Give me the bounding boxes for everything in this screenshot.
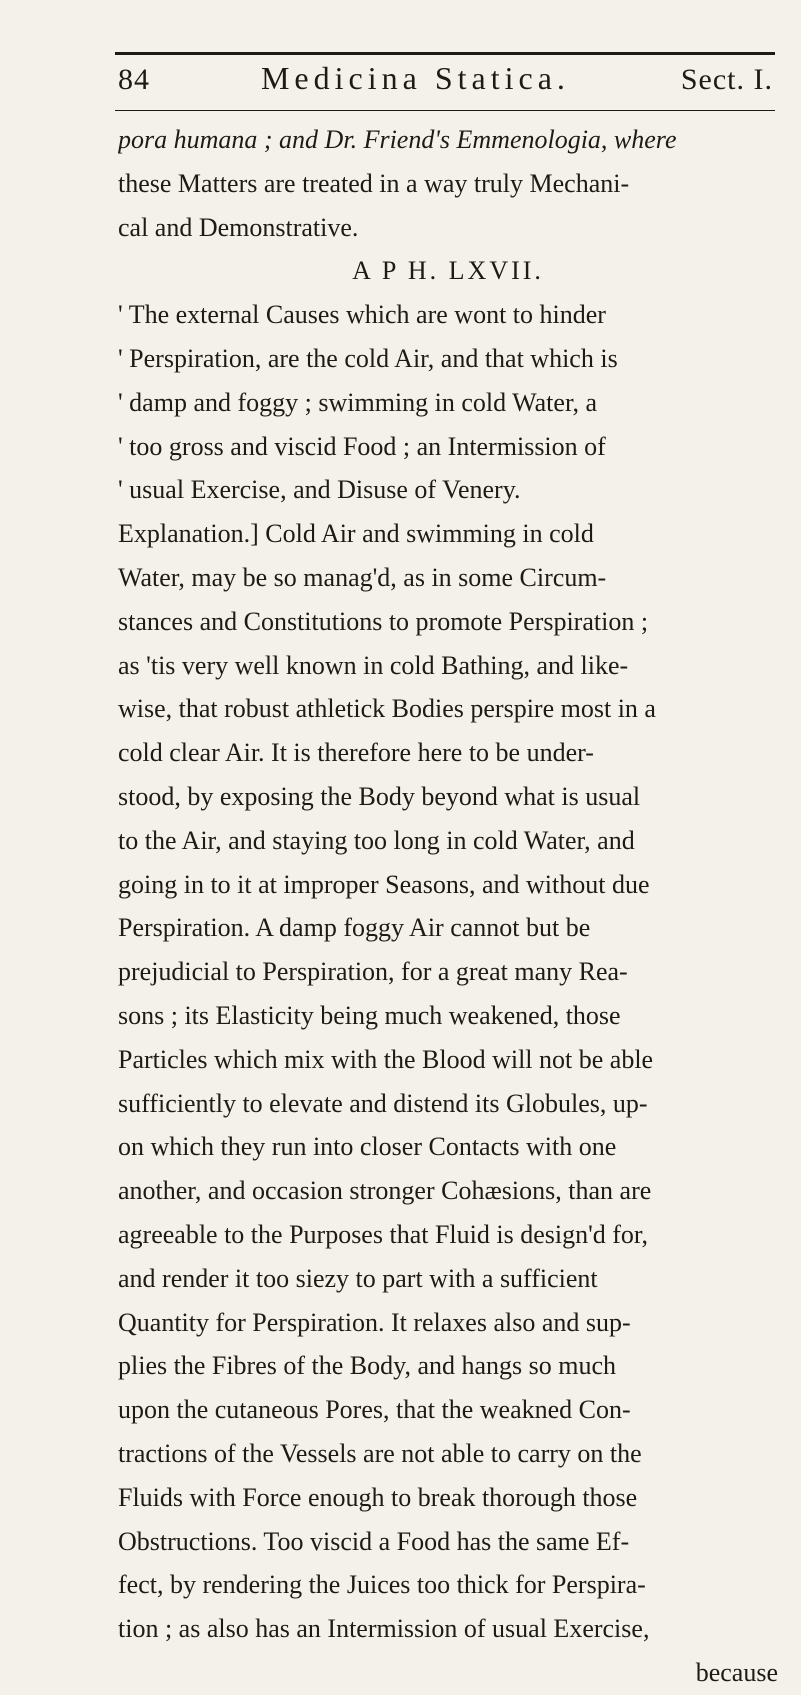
text-line: agreeable to the Purposes that Fluid is design'd for, <box>118 1219 649 1249</box>
text-line: ' Perspiration, are the cold Air, and that which is <box>118 343 618 373</box>
text-line: cold clear Air. It is therefore here to be under- <box>118 738 594 768</box>
text-line: ' The external Causes which are wont to hinder <box>118 300 606 330</box>
text-line: as 'tis very well known in cold Bathing, and like- <box>118 650 629 680</box>
text-line: Water, may be so manag'd, as in some Circum- <box>118 562 607 592</box>
text-line: Perspiration. A damp foggy Air cannot but be <box>118 913 591 943</box>
section-label: Sect. I. <box>680 63 773 96</box>
text-line: another, and occasion stronger Cohæsions, than are <box>118 1176 652 1206</box>
running-header <box>118 60 773 112</box>
page-number: 84 <box>118 63 150 96</box>
text-line: fect, by rendering the Juices too thick for Perspira- <box>118 1570 646 1600</box>
text-line: ' too gross and viscid Food ; an Intermission of <box>118 431 606 461</box>
text-line: stances and Constitutions to promote Perspiration ; <box>118 606 649 636</box>
text-line: going in to it at improper Seasons, and without due <box>118 869 650 899</box>
text-line: Quantity for Perspiration. It relaxes also and sup- <box>118 1307 631 1337</box>
header-rule <box>115 52 775 55</box>
text-line: sons ; its Elasticity being much weakened, those <box>118 1000 621 1030</box>
text-line: ' usual Exercise, and Disuse of Venery. <box>118 475 521 505</box>
text-line: tractions of the Vessels are not able to carry on the <box>118 1438 642 1468</box>
text-line: and render it too siezy to part with a sufficient <box>118 1263 598 1293</box>
text-line: cal and Demonstrative. <box>118 212 359 242</box>
text-line: plies the Fibres of the Body, and hangs so much <box>118 1351 617 1381</box>
catchword: because <box>695 1657 778 1687</box>
running-title: Medicina Statica. <box>260 60 570 96</box>
aphorism-heading: A P H. LXVII. <box>352 256 544 286</box>
text-line: on which they run into closer Contacts with one <box>118 1132 617 1162</box>
text-line: Particles which mix with the Blood will not be able <box>118 1044 654 1074</box>
header-underline <box>115 110 775 111</box>
text-line: Explanation.] Cold Air and swimming in cold <box>118 519 594 549</box>
text-line: pora humana ; and Dr. Friend's Emmenologia, where <box>118 125 677 154</box>
text-line: ' damp and foggy ; swimming in cold Water, a <box>118 387 598 417</box>
body-text <box>118 118 778 1695</box>
text-line: Fluids with Force enough to break thorough those <box>118 1482 638 1512</box>
text-line: stood, by exposing the Body beyond what is usual <box>118 781 641 811</box>
text-line: these Matters are treated in a way truly Mechani- <box>118 168 630 198</box>
text-line: upon the cutaneous Pores, that the weakned Con- <box>118 1395 631 1425</box>
text-line: wise, that robust athletick Bodies perspire most in a <box>118 694 656 724</box>
text-line: tion ; as also has an Intermission of usual Exercise, <box>118 1614 650 1644</box>
text-line: prejudicial to Perspiration, for a great many Rea- <box>118 957 628 987</box>
text-line: Obstructions. Too viscid a Food has the same Ef- <box>118 1526 630 1556</box>
text-line: to the Air, and staying too long in cold Water, and <box>118 825 635 855</box>
text-line: sufficiently to elevate and distend its Globules, up- <box>118 1088 648 1118</box>
